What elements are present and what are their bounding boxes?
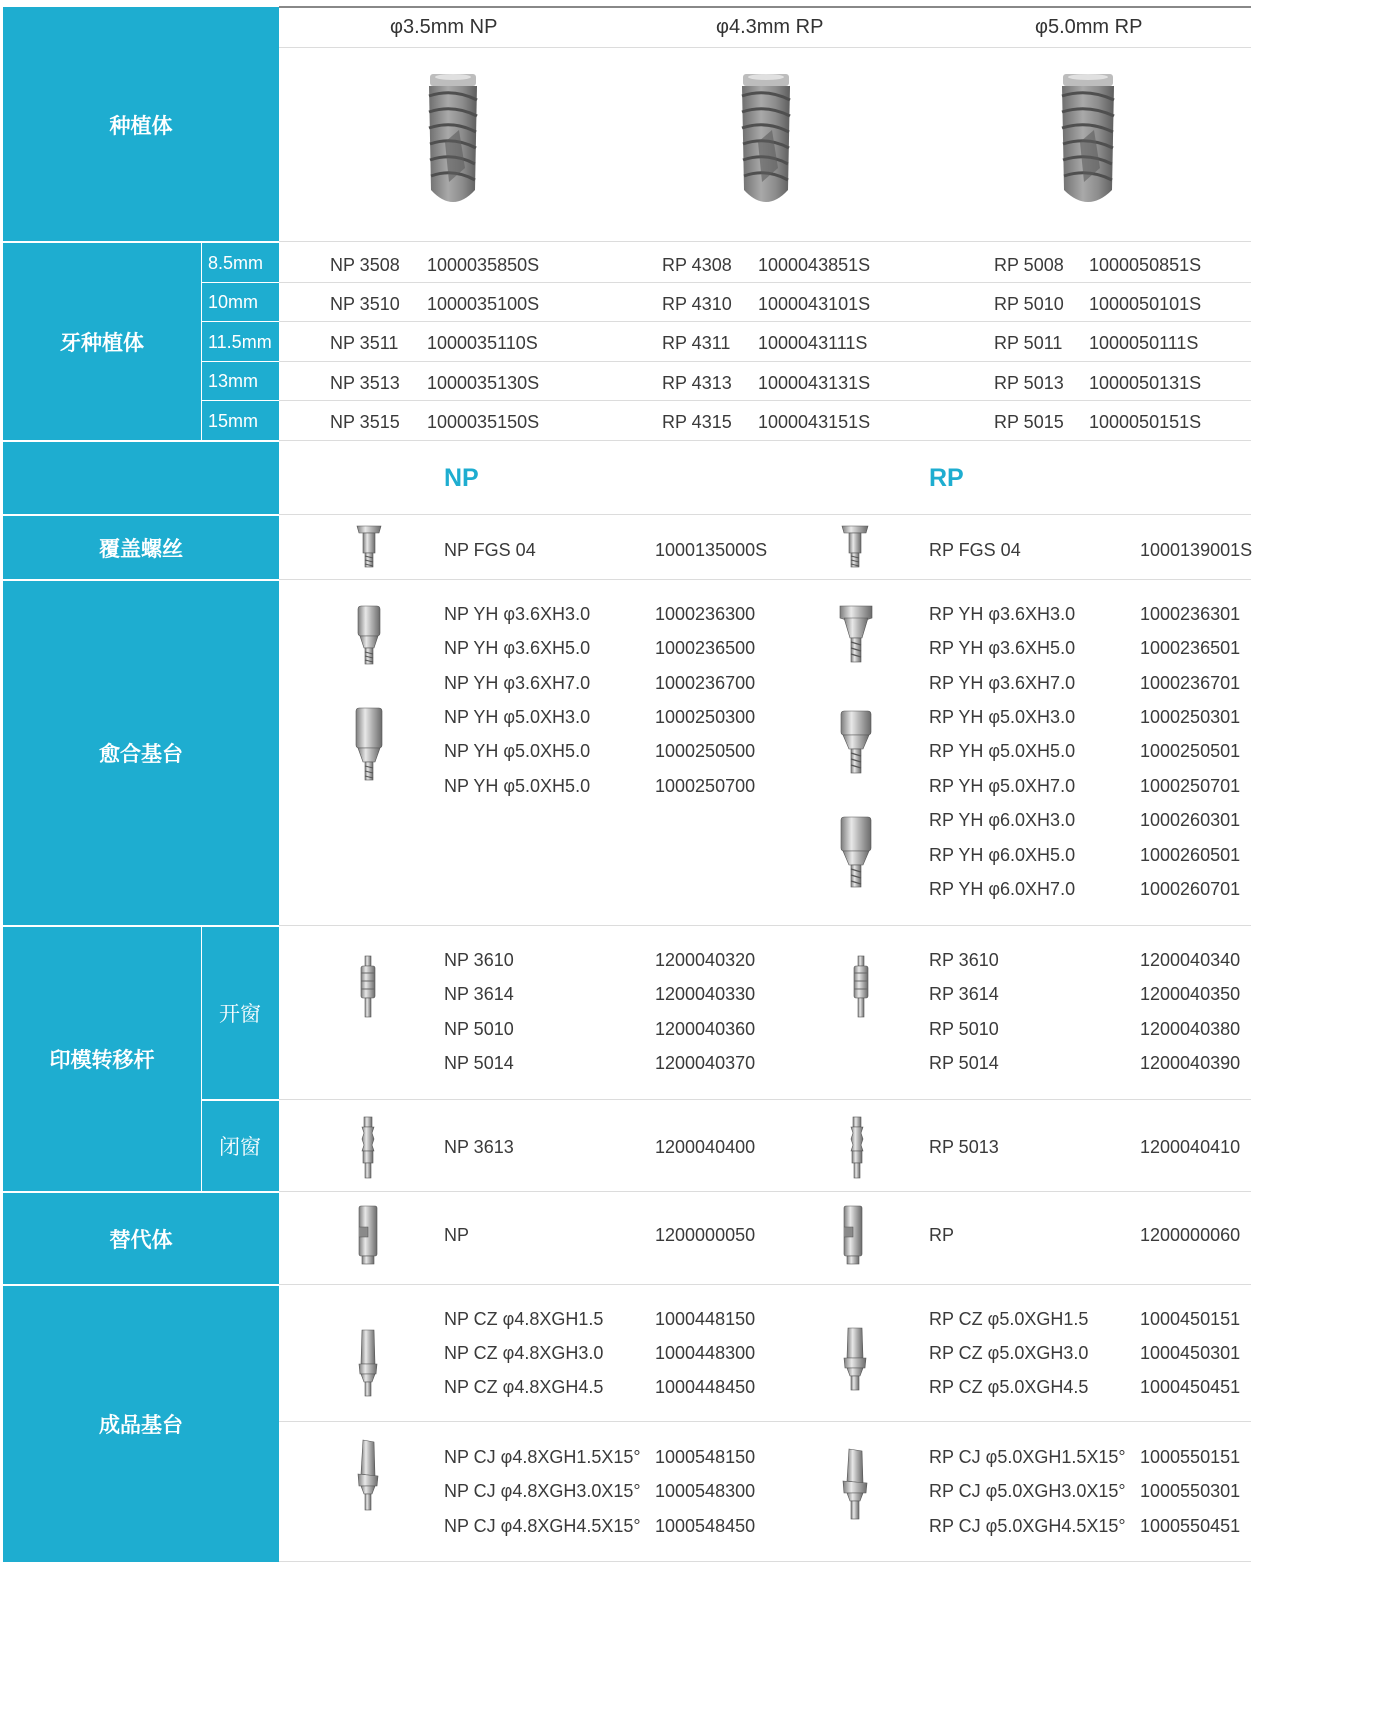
- cj-np-code: 1000548450: [655, 1516, 756, 1536]
- cj-rp-name: RP CJ φ5.0XGH1.5X15°: [929, 1447, 1126, 1467]
- cover-screw-rp-name: RP FGS 04: [929, 540, 1021, 560]
- cj-np-code: 1000548300: [655, 1481, 756, 1501]
- column-header-rp43: φ4.3mm RP: [716, 16, 824, 38]
- row-divider: [279, 241, 1251, 242]
- cj-rp-name: RP CJ φ5.0XGH3.0X15°: [929, 1481, 1126, 1501]
- sidebar-divider: [202, 321, 279, 322]
- healing-rp-name: RP YH φ3.6XH3.0: [929, 604, 1076, 624]
- implant-np-model: NP 3513: [330, 373, 400, 393]
- cover-screw-rp-code: 1000139001S: [1140, 540, 1253, 560]
- healing-rp-code: 1000260701: [1140, 879, 1241, 899]
- section-impression-coping: [3, 926, 201, 1192]
- open-np-name: NP 3610: [444, 950, 514, 970]
- cover-screw-np-image: [356, 524, 382, 570]
- analog-rp-name: RP: [929, 1225, 955, 1245]
- open-rp-name: RP 3614: [929, 984, 999, 1004]
- cj-np-name: NP CJ φ4.8XGH3.0X15°: [444, 1481, 641, 1501]
- impression-coping-open-rp-image: [852, 955, 870, 1019]
- section-dental-implant-label: 牙种植体: [60, 330, 144, 355]
- implant-rp50-model: RP 5015: [994, 412, 1064, 432]
- open-rp-code: 1200040350: [1140, 984, 1241, 1004]
- row-divider: [279, 321, 1251, 322]
- section-implant: [3, 7, 279, 242]
- cj-np-name: NP CJ φ4.8XGH4.5X15°: [444, 1516, 641, 1536]
- section-closed-tray: [201, 1100, 279, 1192]
- healing-abutment-np-small-image: [356, 604, 382, 666]
- implant-np-model: NP 3515: [330, 412, 400, 432]
- healing-rp-code: 1000260301: [1140, 810, 1241, 830]
- healing-np-code: 1000250700: [655, 776, 756, 796]
- implant-np-code: 1000035100S: [427, 294, 540, 314]
- row-divider: [279, 282, 1251, 283]
- cz-np-name: NP CZ φ4.8XGH4.5: [444, 1377, 604, 1397]
- row-divider: [279, 47, 1251, 48]
- open-rp-code: 1200040380: [1140, 1019, 1241, 1039]
- cover-screw-np-name: NP FGS 04: [444, 540, 536, 560]
- section-analog: [3, 1192, 279, 1285]
- row-divider: [279, 579, 1251, 580]
- impression-coping-open-np-image: [359, 955, 377, 1019]
- healing-rp-code: 1000236501: [1140, 638, 1241, 658]
- cz-np-code: 1000448150: [655, 1309, 756, 1329]
- row-divider: [279, 440, 1251, 441]
- open-rp-name: RP 5014: [929, 1053, 999, 1073]
- implant-rp50-code: 1000050111S: [1089, 333, 1199, 353]
- implant-rp50-code: 1000050101S: [1089, 294, 1202, 314]
- healing-np-name: NP YH φ5.0XH5.0: [444, 741, 591, 761]
- implant-rp43-code: 1000043111S: [758, 333, 868, 353]
- cover-screw-rp-image: [841, 524, 869, 570]
- healing-rp-code: 1000250501: [1140, 741, 1241, 761]
- row-divider: [279, 925, 1251, 926]
- healing-np-name: NP YH φ3.6XH7.0: [444, 673, 591, 693]
- implant-rp43-model: RP 4310: [662, 294, 732, 314]
- implant-rp43-model: RP 4308: [662, 255, 732, 275]
- healing-rp-name: RP YH φ5.0XH3.0: [929, 707, 1076, 727]
- implant-np-code: 1000035110S: [427, 333, 538, 353]
- cj-np-name: NP CJ φ4.8XGH1.5X15°: [444, 1447, 641, 1467]
- open-np-name: NP 5010: [444, 1019, 514, 1039]
- section-cover-screw: [3, 515, 279, 580]
- sidebar-divider: [3, 1284, 279, 1286]
- section-cover-screw-label: 覆盖螺丝: [99, 536, 183, 561]
- implant-np-code: 1000035850S: [427, 255, 540, 275]
- section-open-tray: [201, 926, 279, 1100]
- length-13: 13mm: [208, 370, 259, 391]
- healing-np-name: NP YH φ3.6XH5.0: [444, 638, 591, 658]
- row-divider: [279, 1421, 1251, 1422]
- sidebar-divider: [201, 1099, 279, 1101]
- section-platform-blank: [3, 441, 279, 515]
- open-np-code: 1200040330: [655, 984, 756, 1004]
- row-divider: [279, 1561, 1251, 1562]
- open-rp-name: RP 5010: [929, 1019, 999, 1039]
- platform-title-rp: RP: [929, 464, 964, 492]
- implant-rp50-model: RP 5013: [994, 373, 1064, 393]
- closed-rp-code: 1200040410: [1140, 1137, 1241, 1157]
- stock-abutment-cj-rp-image: [840, 1447, 870, 1521]
- analog-np-code: 1200000050: [655, 1225, 756, 1245]
- cz-rp-name: RP CZ φ5.0XGH4.5: [929, 1377, 1089, 1397]
- implant-rp50-image: [1058, 72, 1118, 214]
- implant-rp50-code: 1000050851S: [1089, 255, 1202, 275]
- analog-np-name: NP: [444, 1225, 470, 1245]
- healing-rp-name: RP YH φ6.0XH5.0: [929, 845, 1076, 865]
- cj-rp-name: RP CJ φ5.0XGH4.5X15°: [929, 1516, 1126, 1536]
- column-header-np35: φ3.5mm NP: [390, 16, 498, 38]
- healing-rp-name: RP YH φ5.0XH7.0: [929, 776, 1076, 796]
- column-header-rp50: φ5.0mm RP: [1035, 16, 1143, 38]
- analog-np-image: [356, 1205, 380, 1265]
- section-impression-coping-label: 印模转移杆: [49, 1048, 155, 1072]
- open-np-code: 1200040320: [655, 950, 756, 970]
- healing-rp-name: RP YH φ5.0XH5.0: [929, 741, 1076, 761]
- implant-np-model: NP 3511: [330, 333, 399, 353]
- cz-np-name: NP CZ φ4.8XGH1.5: [444, 1309, 604, 1329]
- cj-rp-code: 1000550151: [1140, 1447, 1241, 1467]
- implant-rp50-code: 1000050151S: [1089, 412, 1202, 432]
- length-10: 10mm: [208, 291, 259, 312]
- healing-np-code: 1000250500: [655, 741, 756, 761]
- implant-rp43-model: RP 4311: [662, 333, 731, 353]
- healing-rp-name: RP YH φ3.6XH5.0: [929, 638, 1076, 658]
- cz-rp-code: 1000450301: [1140, 1343, 1241, 1363]
- row-divider: [279, 1099, 1251, 1100]
- cover-screw-np-code: 1000135000S: [655, 540, 768, 560]
- implant-rp50-model: RP 5011: [994, 333, 1063, 353]
- healing-np-code: 1000250300: [655, 707, 756, 727]
- open-np-name: NP 5014: [444, 1053, 514, 1073]
- healing-rp-code: 1000236701: [1140, 673, 1241, 693]
- open-np-code: 1200040370: [655, 1053, 756, 1073]
- cj-rp-code: 1000550451: [1140, 1516, 1241, 1536]
- analog-rp-code: 1200000060: [1140, 1225, 1241, 1245]
- implant-rp43-code: 1000043131S: [758, 373, 871, 393]
- open-rp-code: 1200040390: [1140, 1053, 1241, 1073]
- implant-np35-image: [425, 72, 481, 214]
- length-15: 15mm: [208, 410, 259, 431]
- length-8-5: 8.5mm: [208, 252, 264, 273]
- sidebar-divider: [202, 400, 279, 401]
- cz-np-name: NP CZ φ4.8XGH3.0: [444, 1343, 604, 1363]
- healing-np-name: NP YH φ5.0XH5.0: [444, 776, 591, 796]
- healing-abutment-rp-medium-image: [839, 709, 873, 775]
- healing-np-name: NP YH φ3.6XH3.0: [444, 604, 591, 624]
- cz-rp-name: RP CZ φ5.0XGH1.5: [929, 1309, 1089, 1329]
- closed-rp-name: RP 5013: [929, 1137, 999, 1157]
- healing-np-code: 1000236700: [655, 673, 756, 693]
- healing-np-code: 1000236500: [655, 638, 756, 658]
- section-stock-abutment-label: 成品基台: [99, 1412, 183, 1437]
- section-healing-abutment-label: 愈合基台: [99, 742, 183, 766]
- implant-rp43-model: RP 4313: [662, 373, 732, 393]
- sidebar-divider: [201, 926, 202, 1192]
- impression-coping-closed-np-image: [359, 1116, 377, 1180]
- healing-rp-code: 1000250701: [1140, 776, 1241, 796]
- implant-rp50-model: RP 5008: [994, 255, 1064, 275]
- row-divider: [279, 361, 1251, 362]
- row-divider: [279, 400, 1251, 401]
- implant-rp50-code: 1000050131S: [1089, 373, 1202, 393]
- cz-np-code: 1000448450: [655, 1377, 756, 1397]
- healing-np-code: 1000236300: [655, 604, 756, 624]
- cz-rp-code: 1000450151: [1140, 1309, 1241, 1329]
- healing-abutment-rp-large-image: [839, 815, 873, 889]
- stock-abutment-cz-rp-image: [841, 1326, 869, 1392]
- length-11-5: 11.5mm: [208, 331, 272, 352]
- open-np-name: NP 3614: [444, 984, 514, 1004]
- sidebar-divider: [3, 241, 279, 243]
- impression-coping-closed-rp-image: [848, 1116, 866, 1180]
- open-rp-code: 1200040340: [1140, 950, 1241, 970]
- stock-abutment-cz-np-image: [356, 1328, 380, 1398]
- implant-rp43-model: RP 4315: [662, 412, 732, 432]
- implant-np-code: 1000035150S: [427, 412, 540, 432]
- sidebar-divider: [201, 242, 202, 441]
- sidebar-divider: [3, 514, 279, 516]
- implant-rp43-code: 1000043151S: [758, 412, 871, 432]
- analog-rp-image: [841, 1205, 865, 1265]
- cz-np-code: 1000448300: [655, 1343, 756, 1363]
- implant-rp43-code: 1000043101S: [758, 294, 871, 314]
- sidebar-divider: [3, 440, 279, 442]
- row-divider: [279, 514, 1251, 515]
- healing-rp-code: 1000236301: [1140, 604, 1241, 624]
- implant-rp43-image: [738, 72, 794, 214]
- sidebar-divider: [3, 925, 279, 927]
- section-dental-implant: [3, 242, 201, 441]
- closed-np-name: NP 3613: [444, 1137, 514, 1157]
- cj-np-code: 1000548150: [655, 1447, 756, 1467]
- section-open-tray-label: 开窗: [219, 1002, 261, 1026]
- sidebar-divider: [202, 361, 279, 362]
- implant-rp43-code: 1000043851S: [758, 255, 871, 275]
- section-healing-abutment: [3, 580, 279, 926]
- cz-rp-code: 1000450451: [1140, 1377, 1241, 1397]
- open-rp-name: RP 3610: [929, 950, 999, 970]
- open-np-code: 1200040360: [655, 1019, 756, 1039]
- healing-abutment-rp-small-image: [838, 604, 874, 664]
- healing-np-name: NP YH φ5.0XH3.0: [444, 707, 591, 727]
- section-closed-tray-label: 闭窗: [219, 1135, 261, 1159]
- closed-np-code: 1200040400: [655, 1137, 756, 1157]
- section-implant-label: 种植体: [109, 113, 173, 138]
- cz-rp-name: RP CZ φ5.0XGH3.0: [929, 1343, 1089, 1363]
- healing-rp-code: 1000250301: [1140, 707, 1241, 727]
- healing-rp-name: RP YH φ6.0XH3.0: [929, 810, 1076, 830]
- section-stock-abutment: [3, 1285, 279, 1562]
- top-border: [279, 6, 1251, 8]
- implant-np-code: 1000035130S: [427, 373, 540, 393]
- stock-abutment-cj-np-image: [355, 1438, 381, 1512]
- platform-title-np: NP: [444, 464, 479, 492]
- implant-np-model: NP 3508: [330, 255, 400, 275]
- sidebar-divider: [3, 1191, 279, 1193]
- healing-abutment-np-large-image: [354, 706, 384, 782]
- implant-np-model: NP 3510: [330, 294, 400, 314]
- healing-rp-name: RP YH φ6.0XH7.0: [929, 879, 1076, 899]
- section-analog-label: 替代体: [109, 1227, 173, 1252]
- healing-rp-name: RP YH φ3.6XH7.0: [929, 673, 1076, 693]
- sidebar-divider: [202, 282, 279, 283]
- sidebar-divider: [3, 579, 279, 581]
- cj-rp-code: 1000550301: [1140, 1481, 1241, 1501]
- implant-rp50-model: RP 5010: [994, 294, 1064, 314]
- healing-rp-code: 1000260501: [1140, 845, 1241, 865]
- row-divider: [279, 1191, 1251, 1192]
- row-divider: [279, 1284, 1251, 1285]
